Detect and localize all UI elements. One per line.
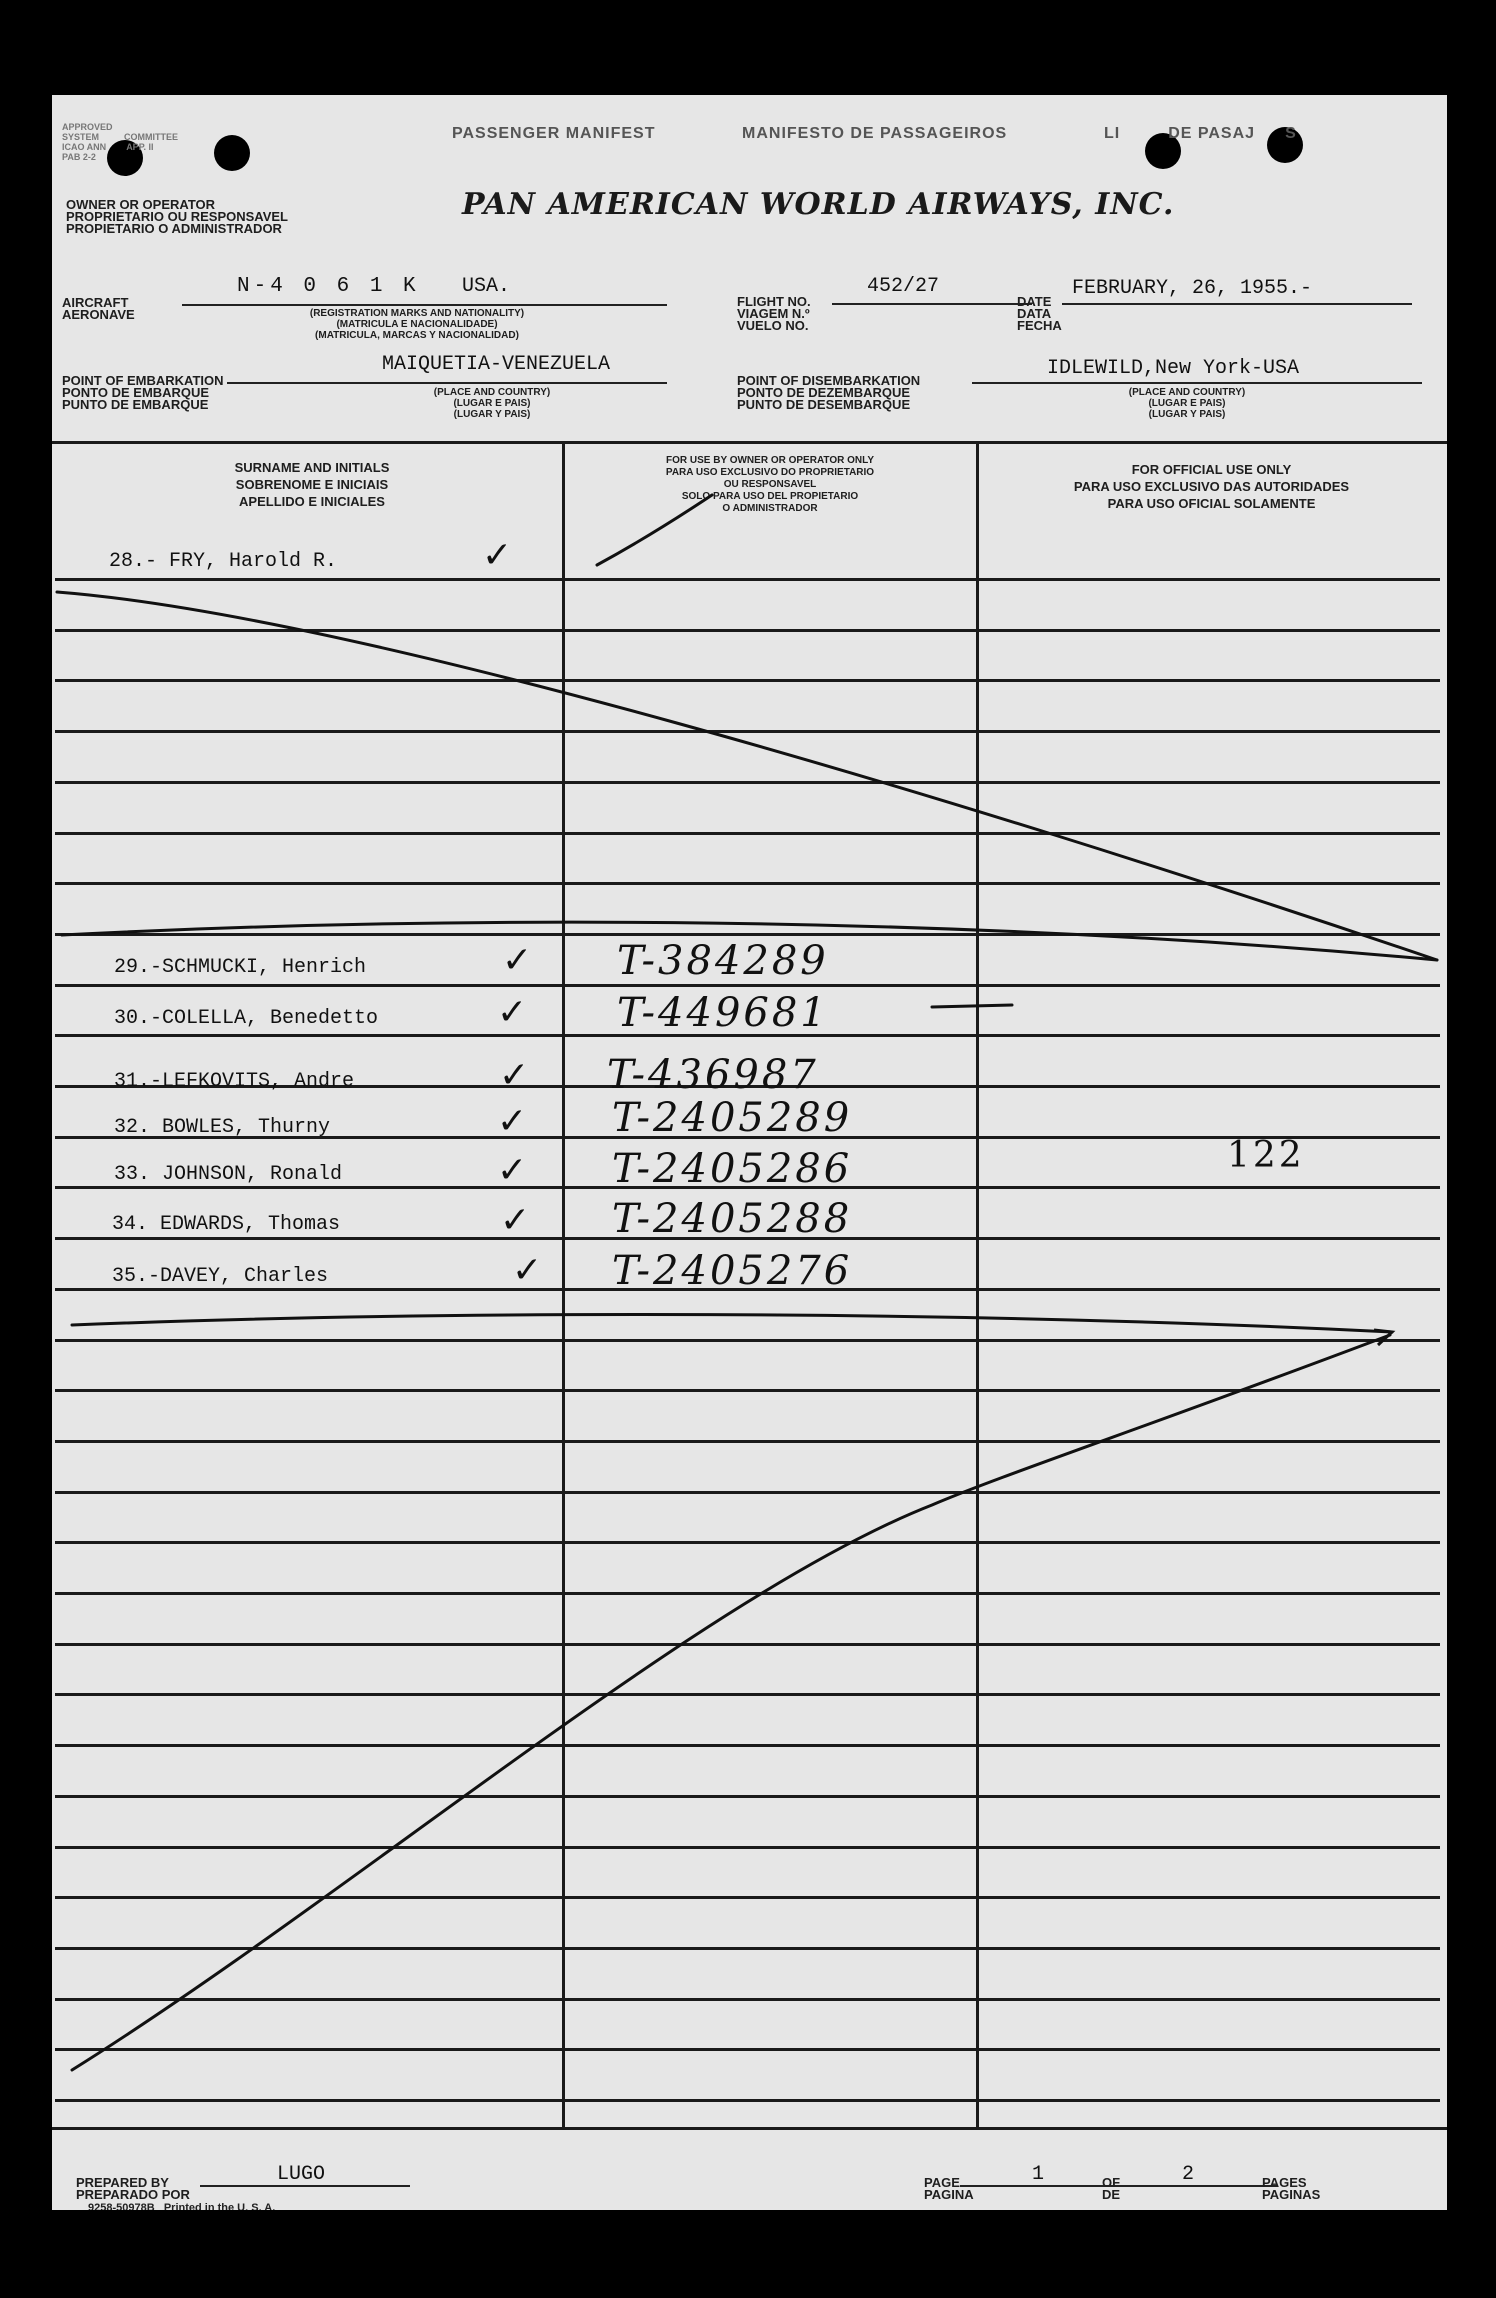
check-mark-icon: ✓ [502, 940, 533, 981]
of-underline [1127, 2185, 1277, 2187]
aircraft-registration: N-4 0 6 1 K [237, 275, 420, 298]
flight-label-line: FLIGHT NO. [737, 294, 811, 309]
prepared-label [76, 2177, 190, 2201]
caption-line: (PLACE AND COUNTRY) [1128, 387, 1246, 398]
approval-line: COMMITTEE [124, 132, 179, 142]
page-label [924, 2177, 974, 2201]
ticket-number: T-436987 [607, 1052, 819, 1098]
manifest-page [52, 95, 1447, 2210]
title-spanish-part: S [1285, 125, 1297, 142]
column-header-line: FOR OFFICIAL USE ONLY [1131, 462, 1292, 477]
airline-name: PAN AMERICAN WORLD AIRWAYS, INC. [462, 187, 1175, 222]
check-stroke [597, 495, 712, 565]
flight-label-line: VUELO NO. [737, 318, 809, 333]
check-mark-icon: ✓ [499, 1055, 530, 1096]
ticket-number: T-2405289 [612, 1095, 853, 1141]
printed-note: Printed in the U. S. A. [163, 2202, 276, 2210]
ticket-number: T-449681 [617, 990, 829, 1036]
column-header-line: SOLO PARA USO DEL PROPIETARIO [681, 491, 859, 502]
of-label-line: OF [1102, 2175, 1121, 2190]
of-value: 2 [1182, 2163, 1195, 2186]
approval-line: ICAO ANN [62, 142, 107, 152]
embarkation-label-line: POINT OF EMBARKATION [62, 373, 224, 388]
flight-label-line: VIAGEM N.º [737, 306, 810, 321]
approval-line: APP. II [126, 142, 154, 152]
ticket-number: T-384289 [617, 938, 829, 984]
passenger-name: 31.-LEFKOVITS, Andre [114, 1070, 355, 1093]
caption-line: (LUGAR Y PAIS) [453, 409, 531, 420]
embarkation-value: MAIQUETIA-VENEZUELA [382, 353, 611, 376]
column-header-line: APELLIDO E INICIALES [239, 494, 385, 509]
page-value: 1 [1032, 2163, 1045, 2186]
caption-line: (REGISTRATION MARKS AND NATIONALITY) [309, 308, 525, 319]
void-stroke-diagonal [72, 1335, 1390, 2070]
aircraft-nationality: USA. [462, 275, 511, 298]
caption-line: (LUGAR E PAIS) [1148, 398, 1226, 409]
ticket-number: T-2405286 [612, 1146, 853, 1192]
aircraft-label-line: AERONAVE [62, 307, 135, 322]
passenger-name: 34. EDWARDS, Thomas [112, 1213, 341, 1236]
caption-line: (PLACE AND COUNTRY) [433, 387, 551, 398]
check-mark-icon: ✓ [497, 1150, 528, 1191]
title-english: PASSENGER MANIFEST [452, 125, 656, 142]
title-spanish-part: DE PASAJ [1168, 125, 1256, 142]
passenger-name: 35.-DAVEY, Charles [112, 1265, 329, 1288]
ticket-number: T-2405276 [612, 1248, 853, 1294]
flight-number: 452/27 [867, 275, 940, 298]
prepared-label-line: PREPARED BY [76, 2175, 169, 2190]
footer-rule [52, 2127, 1447, 2130]
check-mark-icon: ✓ [497, 992, 528, 1033]
disembarkation-label-line: POINT OF DISEMBARKATION [737, 373, 921, 388]
pages-label [1262, 2177, 1320, 2201]
disembarkation-label-line: PONTO DE DEZEMBARQUE [737, 385, 911, 400]
approval-line: SYSTEM [62, 132, 100, 142]
column-header-line: PARA USO EXCLUSIVO DO PROPRIETARIO [665, 467, 875, 478]
of-label [1102, 2177, 1120, 2201]
check-mark-icon: ✓ [512, 1250, 543, 1291]
operator-label-line: OWNER OR OPERATOR [66, 197, 216, 212]
date-value: FEBRUARY, 26, 1955.- [1072, 277, 1313, 300]
void-strokes [52, 95, 1447, 2210]
passenger-name: 33. JOHNSON, Ronald [114, 1163, 343, 1186]
caption-line: (LUGAR E PAIS) [453, 398, 531, 409]
approval-line: PAB 2-2 [62, 152, 96, 162]
disembarkation-label-line: PUNTO DE DESEMBARQUE [737, 397, 911, 412]
disembarkation-value: IDLEWILD,New York-USA [1047, 357, 1300, 380]
void-stroke-top [57, 592, 1437, 960]
pages-label-line: PAGES [1262, 2175, 1307, 2190]
caption-line: (MATRICULA E NACIONALIDADE) [336, 319, 498, 330]
void-stroke-bottom [72, 1315, 1392, 1332]
column-header-line: FOR USE BY OWNER OR OPERATOR ONLY [666, 455, 874, 466]
check-mark-icon: ✓ [482, 535, 513, 576]
title-spanish-part: LI [1104, 125, 1121, 142]
embarkation-label-line: PONTO DE EMBARQUE [62, 385, 210, 400]
column-header-line: OU RESPONSAVEL [723, 479, 817, 490]
form-footer [88, 2202, 275, 2210]
aircraft-label-line: AIRCRAFT [62, 295, 129, 310]
underline-stroke [932, 1005, 1012, 1007]
page-label-line: PAGE [924, 2175, 960, 2190]
date-label-line: DATA [1017, 306, 1052, 321]
operator-label-line: PROPRIETARIO OU RESPONSAVEL [66, 209, 288, 224]
check-mark-icon: ✓ [500, 1200, 531, 1241]
column-header-line: SOBRENOME E INICIAIS [235, 477, 389, 492]
prepared-label-line: PREPARADO POR [76, 2187, 190, 2202]
of-label-line: DE [1102, 2187, 1121, 2202]
page-label-line: PAGINA [924, 2187, 974, 2202]
passenger-name: 30.-COLELLA, Benedetto [114, 1007, 379, 1030]
column-header-line: PARA USO EXCLUSIVO DAS AUTORIDADES [1073, 479, 1350, 494]
date-label-line: FECHA [1017, 318, 1062, 333]
column-header-line: SURNAME AND INITIALS [234, 460, 390, 475]
caption-line: (MATRICULA, MARCAS Y NACIONALIDAD) [315, 330, 519, 341]
passenger-name: 32. BOWLES, Thurny [114, 1116, 331, 1139]
approval-line: APPROVED [62, 122, 113, 132]
void-stroke-top-base [62, 922, 1437, 960]
embarkation-label-line: PUNTO DE EMBARQUE [62, 397, 209, 412]
date-label-line: DATE [1017, 294, 1052, 309]
form-number: 9258-50978B [88, 2202, 155, 2210]
passenger-name: 29.-SCHMUCKI, Henrich [114, 956, 367, 979]
pages-label-line: PAGINAS [1262, 2187, 1321, 2202]
column-header-line: PARA USO OFICIAL SOLAMENTE [1107, 496, 1316, 511]
caption-line: (LUGAR Y PAIS) [1148, 409, 1226, 420]
operator-label-line: PROPIETARIO O ADMINISTRADOR [66, 221, 282, 236]
official-note: 122 [1227, 1135, 1305, 1176]
column-header-line: O ADMINISTRADOR [722, 503, 818, 514]
title-portuguese: MANIFESTO DE PASSAGEIROS [742, 125, 1008, 142]
ticket-number: T-2405288 [612, 1196, 853, 1242]
prepared-value: LUGO [277, 2163, 326, 2186]
check-mark-icon: ✓ [497, 1101, 528, 1142]
passenger-name: 28.- FRY, Harold R. [109, 550, 338, 573]
